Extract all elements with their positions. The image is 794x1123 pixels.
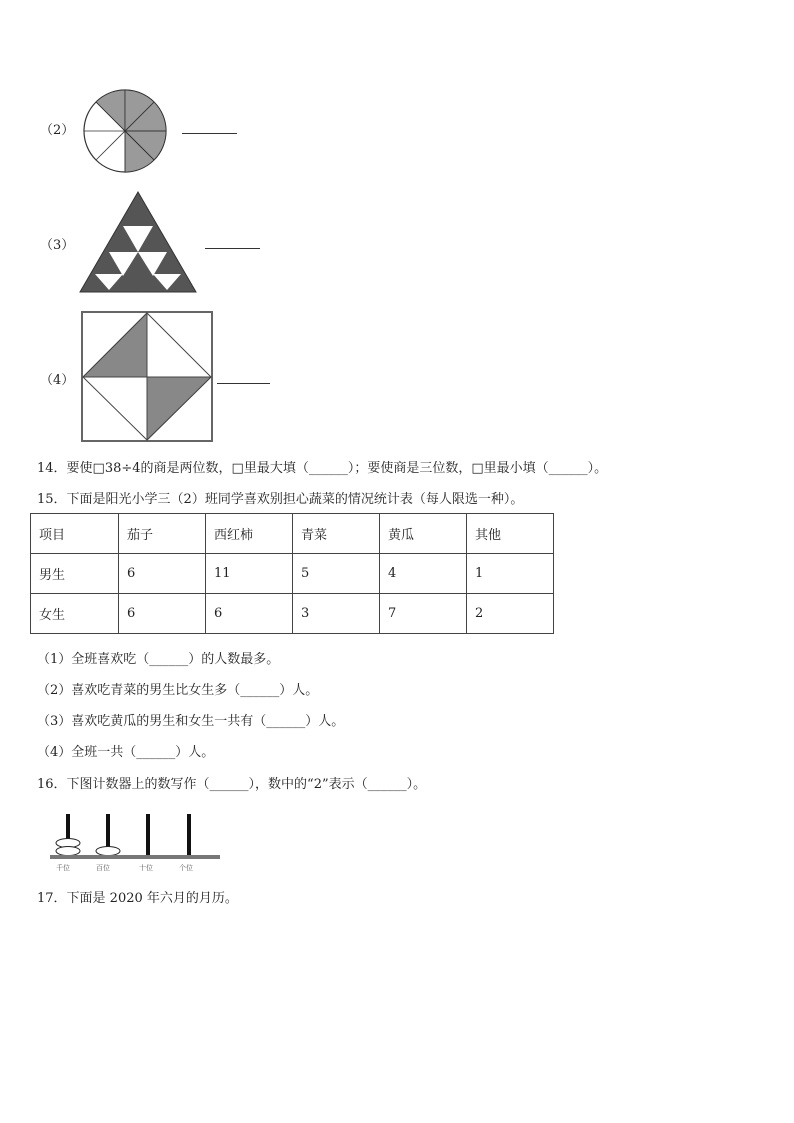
- figure-2-label: （2）: [40, 123, 75, 138]
- triangle-figure: [78, 190, 198, 294]
- figure-4-label: （4）: [40, 373, 75, 388]
- table-cell: 11: [206, 554, 293, 594]
- abacus-label-ones: 个位: [179, 864, 193, 872]
- table-cell: 其他: [467, 514, 554, 554]
- table-cell: 2: [467, 594, 554, 634]
- table-cell: 男生: [31, 554, 119, 594]
- table-cell: 5: [293, 554, 380, 594]
- question-15-sub-3: （3）喜欢吃黄瓜的男生和女生一共有（______）人。: [37, 714, 345, 729]
- question-15-sub-1: （1）全班喜欢吃（______）的人数最多。: [37, 652, 280, 667]
- abacus-label-thousands: 千位: [56, 864, 70, 872]
- question-14: 14．要使□38÷4的商是两位数，□里最大填（______）；要使商是三位数，□里最小填（______）。: [37, 461, 608, 476]
- abacus-counter-figure: [48, 810, 223, 874]
- table-cell: 1: [467, 554, 554, 594]
- table-header-row: [31, 514, 554, 554]
- table-cell: 6: [119, 554, 206, 594]
- answer-blank-4[interactable]: [217, 383, 270, 384]
- fraction-circle-figure: [82, 88, 168, 174]
- answer-blank-3[interactable]: [205, 248, 260, 249]
- table-row: [31, 594, 554, 634]
- table-cell: 项目: [31, 514, 119, 554]
- figure-3-label: （3）: [40, 238, 75, 253]
- table-cell: 7: [380, 594, 467, 634]
- abacus-label-hundreds: 百位: [96, 864, 110, 872]
- table-cell: 女生: [31, 594, 119, 634]
- answer-blank-2[interactable]: [182, 133, 237, 134]
- question-15: 15．下面是阳光小学三（2）班同学喜欢别担心蔬菜的情况统计表（每人限选一种）。: [37, 492, 524, 507]
- abacus-label-tens: 十位: [139, 864, 153, 872]
- table-cell: 6: [206, 594, 293, 634]
- question-16: 16．下图计数器上的数写作（______），数中的“2”表示（______）。: [37, 777, 427, 792]
- question-15-sub-2: （2）喜欢吃青菜的男生比女生多（______）人。: [37, 683, 319, 698]
- table-cell: 6: [119, 594, 206, 634]
- table-cell: 西红柿: [206, 514, 293, 554]
- table-cell: 青菜: [293, 514, 380, 554]
- question-17: 17．下面是 2020 年六月的月历。: [37, 891, 238, 906]
- table-cell: 黄瓜: [380, 514, 467, 554]
- table-cell: 4: [380, 554, 467, 594]
- table-cell: 茄子: [119, 514, 206, 554]
- question-15-sub-4: （4）全班一共（______）人。: [37, 745, 215, 760]
- table-cell: 3: [293, 594, 380, 634]
- square-diamond-figure: [80, 310, 215, 443]
- table-row: [31, 554, 554, 594]
- vegetable-stat-table: [30, 513, 554, 634]
